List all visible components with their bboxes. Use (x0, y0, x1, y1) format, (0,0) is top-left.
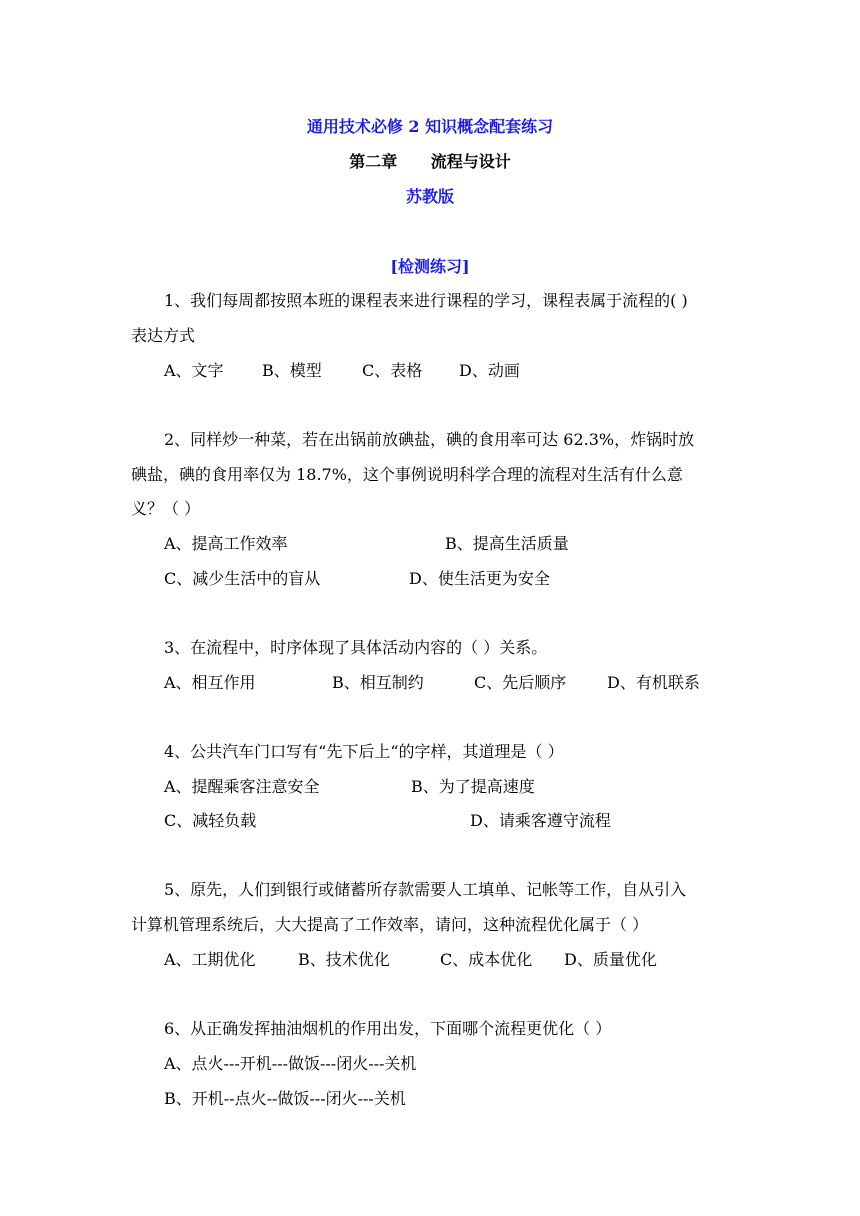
question-2-line-3: 义？（ ） (131, 499, 201, 518)
question-3-option-b: B、相互制约 (332, 673, 424, 692)
question-1-line-1: 1、我们每周都按照本班的课程表来进行课程的学习，课程表属于流程的( ) (164, 291, 688, 310)
chapter-title: 第二章 流程与设计 (349, 152, 511, 171)
question-2-line-2: 碘盐，碘的食用率仅为 18.7%，这个事例说明科学合理的流程对生活有什么意 (131, 465, 683, 484)
question-6-line-1: 6、从正确发挥抽油烟机的作用出发，下面哪个流程更优化（ ） (164, 1019, 612, 1038)
question-5-line-1: 5、原先，人们到银行或储蓄所存款需要人工填单、记帐等工作，自从引入 (164, 880, 687, 899)
question-6-option-a: A、点火---开机---做饭---闭火---关机 (164, 1054, 417, 1073)
question-3-option-c: C、先后顺序 (474, 673, 567, 692)
question-6-option-b: B、开机--点火--做饭---闭火---关机 (164, 1089, 406, 1108)
question-2-option-c: C、减少生活中的盲从 (164, 569, 321, 588)
question-5-option-a: A、工期优化 (164, 950, 256, 969)
question-5-option-d: D、质量优化 (564, 950, 657, 969)
question-3-option-a: A、相互作用 (164, 673, 256, 692)
question-5-option-c: C、成本优化 (440, 950, 533, 969)
question-1-line-2: 表达方式 (131, 326, 196, 345)
question-4-line-1: 4、公共汽车门口写有“先下后上“的字样，其道理是（ ） (164, 742, 564, 761)
question-3-line-1: 3、在流程中，时序体现了具体活动内容的（ ）关系。 (164, 638, 548, 657)
question-1-option-a: A、文字 (164, 361, 224, 380)
question-2-line-1: 2、同样炒一种菜，若在出锅前放碘盐，碘的食用率可达 62.3%，炸锅时放 (164, 430, 695, 449)
question-1-option-b: B、模型 (262, 361, 322, 380)
edition-label: 苏教版 (405, 187, 454, 206)
question-1-option-d: D、动画 (459, 361, 520, 380)
question-1-option-c: C、表格 (362, 361, 423, 380)
question-3-option-d: D、有机联系 (607, 673, 700, 692)
question-5-line-2: 计算机管理系统后，大大提高了工作效率，请问，这种流程优化属于（ ） (131, 915, 649, 934)
question-4-option-d: D、请乘客遵守流程 (470, 811, 611, 830)
section-title: [检测练习] (390, 257, 470, 276)
question-4-option-b: B、为了提高速度 (411, 777, 535, 796)
question-2-option-a: A、提高工作效率 (164, 534, 288, 553)
question-2-option-d: D、使生活更为安全 (409, 569, 550, 588)
document-title: 通用技术必修 2 知识概念配套练习 (306, 117, 554, 136)
question-5-option-b: B、技术优化 (298, 950, 390, 969)
question-4-option-c: C、减轻负载 (164, 811, 257, 830)
question-2-option-b: B、提高生活质量 (445, 534, 569, 553)
question-4-option-a: A、提醒乘客注意安全 (164, 777, 320, 796)
